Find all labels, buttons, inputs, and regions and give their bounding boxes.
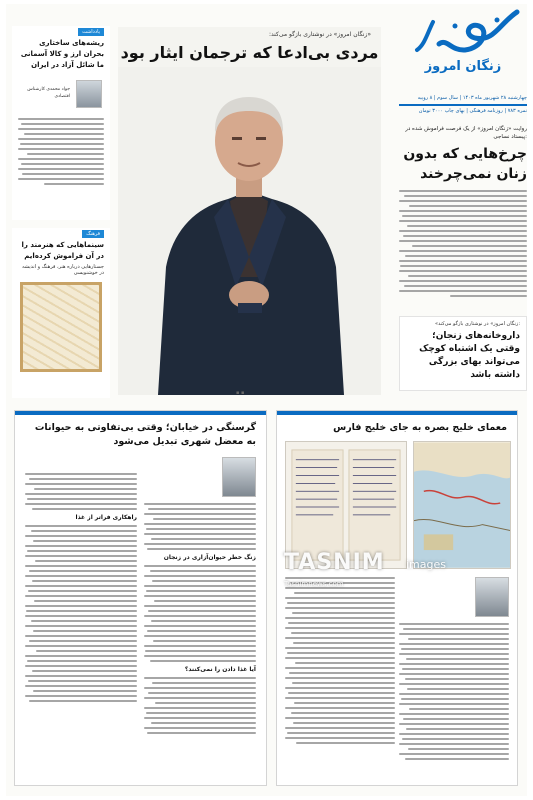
animals-body-text-3 [144,677,256,734]
animals-column-right [144,457,256,737]
lead-story [399,125,527,300]
culture-card [12,228,110,398]
masthead-dateline: چهارشنبه ۲۸ شهریور ماه ۱۴۰۳ | سال سوم | ۸ روپیه [417,95,527,101]
gulf-body-text-2 [285,577,395,744]
lead-body-text [399,190,527,297]
animals-subhead-1: راهکاری فراتر از غذا [75,514,137,521]
animals-subhead-2: زنگ خطر حیوان‌آزاری در زنجان [163,554,256,561]
masthead-issue-line: نمره ۷۸۳ | روزنامه فرهنگی | بهای چاپ ۳۰۰۰ تومان [418,108,527,114]
gulf-body-text-1 [399,623,509,760]
opinion-body-text [18,118,104,188]
side-story-headline: داروخانه‌های زنجان؛ وقتی یک اشتباه کوچک می‌تواند بهای بزرگی داشته باشد [419,331,520,380]
culture-tag: فرهنگ [82,230,104,238]
animals-column-left [25,473,137,705]
photo-page-marker: ▪ ▪ [236,390,245,396]
box-top-bar [15,411,266,415]
author-photo [222,457,256,497]
animals-body-text-5 [25,525,137,702]
author-byline: جواد محمدی کارشناس اقتصادی [27,87,70,99]
gulf-column-left [285,577,395,747]
watermark-sub: images [406,558,446,571]
watermark-brand: TASNIM [284,550,385,575]
animals-body-text-1 [144,503,256,550]
lead-headline: چرخ‌هایی که بدون زنان نمی‌چرخند [403,146,527,182]
gulf-column-right [399,577,509,763]
feature-kicker: «زنگان امروز» در نوشتاری بازگو می‌کند: [269,31,371,38]
lead-kicker: روایت «زنگان امروز» از یک فرصت فراموش شده در پیستاد نساجی: [405,126,527,140]
animals-story [14,410,267,786]
opinion-title: ریشه‌های ساختاری بحران ارز و کالا آسمانی ما شائل آزاد در ایران [20,39,104,69]
opinion-tag: یادداشت [78,28,104,36]
gulf-headline: معمای خلیج بصره به جای خلیج فارس [333,422,507,433]
logo-text: زنگان امروز [424,59,502,74]
author-photo [475,577,509,617]
tasnim-watermark [278,548,468,588]
culture-title: سینماهایی که هنرمند را در آن فراموش کرده‌ایم [21,241,104,260]
gulf-story [276,410,518,786]
calligraphy-artwork [20,282,102,372]
feature-headline: مردی بی‌ادعا که ترجمان ایثار بود [120,43,379,62]
side-story [399,316,527,391]
watermark-url: Tasnimnews.com [284,580,344,588]
logo [399,4,527,74]
animals-body-text-2 [144,565,256,662]
culture-subtitle: جستارهایی درباره هنر، فرهنگ و اندیشه در خوشنویسی [22,264,104,276]
opinion-card [12,26,110,220]
masthead-divider [399,104,527,106]
logo-mark [399,4,527,74]
portrait-photo [118,67,381,395]
author-avatar [76,80,102,108]
side-story-kicker: «زنگان امروز» در نوشتاری بازگو می‌کند: [435,321,520,327]
feature-story [118,27,381,395]
animals-body-text-4 [25,473,137,510]
animals-subhead-3: آیا غذا دادن را نمی‌کنند؟ [184,666,256,673]
animals-headline: گرسنگی در خیابان؛ وقتی بی‌تفاوتی به حیوانات به معضل شهری تبدیل می‌شود [34,422,256,447]
box-top-bar [277,411,517,415]
